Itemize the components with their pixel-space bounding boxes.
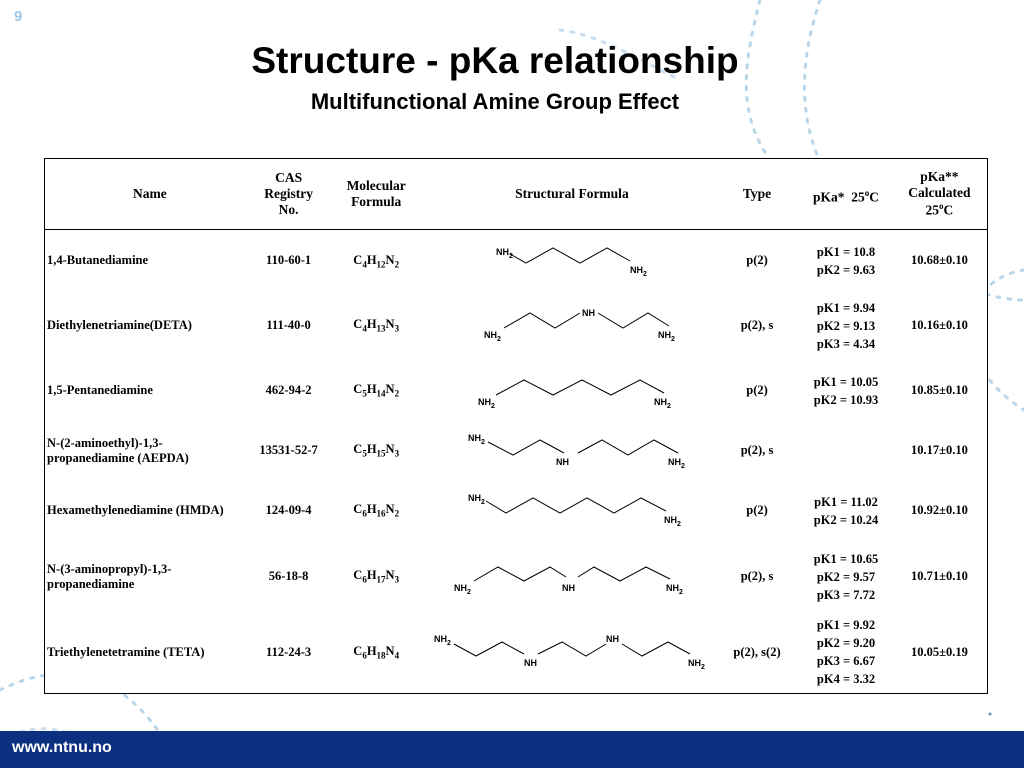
footer-bar	[0, 731, 1024, 768]
molecular-formula: $C_5H_{15}N_3$	[353, 442, 400, 459]
compound-name: N-(3-aminopropyl)-1,3- propanediamine	[47, 561, 172, 591]
structural-formula	[430, 480, 714, 542]
structural-formula	[430, 230, 714, 292]
cas-number: 13531-52-7	[259, 443, 318, 457]
footer-url[interactable]: www.ntnu.no	[12, 739, 112, 756]
molecular-formula: $C_6H_{18}N_4$	[353, 644, 400, 661]
page-title: Structure - pKa relationship	[251, 40, 739, 81]
cas-number: 124-09-4	[265, 503, 312, 517]
atom-label: $NH_2$	[477, 396, 495, 410]
atom-label: $NH_2$	[657, 329, 675, 343]
amine-type: p(2), s	[740, 569, 774, 583]
molecular-formula: $C_6H_{16}N_2$	[353, 502, 400, 519]
calculated-pka: 10.16±0.10	[910, 318, 968, 332]
atom-label: $NH_2$	[453, 582, 471, 596]
molecular-formula: $C_4H_{12}N_2$	[353, 252, 400, 269]
molecular-formula: $C_4H_{13}N_3$	[353, 317, 400, 334]
pka-values: pK1 = 9.92 pK2 = 9.20 pK3 = 6.67 pK4 = 3.32	[816, 618, 876, 687]
compound-name: Diethylenetriamine(DETA)	[47, 318, 192, 332]
table-row	[45, 612, 988, 694]
table-row	[45, 422, 988, 480]
structural-formula	[430, 360, 714, 422]
atom-label: $NH_2$	[495, 246, 513, 260]
atom-label: $NH_2$	[433, 634, 451, 648]
compound-name: 1,5-Pentanediamine	[47, 383, 153, 397]
compound-name: 1,4-Butanediamine	[47, 253, 149, 268]
atom-label: $NH_2$	[665, 582, 683, 596]
col-header-type: Type	[714, 159, 800, 230]
molecule-structure	[462, 304, 682, 348]
atom-label: NH	[605, 634, 619, 645]
structural-formula	[430, 542, 714, 612]
amine-type: p(2), s	[740, 443, 774, 457]
atom-label: $NH_2$	[629, 264, 647, 278]
atom-label: $NH_2$	[687, 658, 705, 672]
slide-number: 9	[14, 8, 23, 25]
molecule-structure	[472, 239, 672, 283]
molecule-structure	[452, 429, 692, 473]
amine-type: p(2), s(2)	[733, 644, 781, 659]
calculated-pka: 10.85±0.10	[910, 383, 968, 397]
cas-number: 111-40-0	[266, 318, 311, 332]
page-subtitle: Multifunctional Amine Group Effect	[310, 89, 680, 114]
col-header-calc: pKa** Calculated 25$^o$C	[892, 159, 988, 230]
atom-label: NH	[523, 658, 537, 669]
col-header-formula: Molecular Formula	[322, 159, 429, 230]
col-header-name: Name	[45, 159, 255, 230]
atom-label: NH	[581, 307, 595, 318]
calculated-pka: 10.05±0.19	[910, 644, 968, 659]
table-header-row	[45, 159, 988, 230]
col-header-pka: pKa* 25$^o$C	[800, 159, 892, 230]
pka-values: pK1 = 10.65 pK2 = 9.57 pK3 = 7.72	[813, 551, 879, 602]
cas-number: 56-18-8	[268, 569, 309, 583]
atom-label: $NH_2$	[653, 396, 671, 410]
amine-pka-table	[44, 158, 988, 694]
table-row	[45, 292, 988, 360]
amine-type: p(2)	[746, 503, 768, 517]
pka-values: pK1 = 10.8 pK2 = 9.63	[816, 244, 876, 277]
molecule-structure	[462, 369, 682, 413]
pka-values	[800, 422, 892, 480]
calculated-pka: 10.71±0.10	[910, 569, 968, 583]
atom-label: $NH_2$	[483, 329, 501, 343]
molecule-structure	[432, 630, 712, 674]
compound-name: N-(2-aminoethyl)-1,3- propanediamine (AEPDA)	[47, 435, 189, 465]
calculated-pka: 10.92±0.10	[910, 503, 968, 517]
compound-name: Triethylenetetramine (TETA)	[47, 644, 205, 659]
pka-values: pK1 = 11.02 pK2 = 10.24	[813, 494, 879, 527]
col-header-structure: Structural Formula	[430, 159, 714, 230]
pka-values: pK1 = 9.94 pK2 = 9.13 pK3 = 4.34	[816, 300, 876, 351]
pka-values: pK1 = 10.05 pK2 = 10.93	[813, 374, 879, 407]
table-row	[45, 542, 988, 612]
amine-type: p(2)	[746, 383, 768, 397]
cas-number: 112-24-3	[266, 644, 312, 659]
table-row	[45, 480, 988, 542]
table-row	[45, 360, 988, 422]
compound-name: Hexamethylenediamine (HMDA)	[47, 503, 224, 517]
table-row	[45, 230, 988, 292]
structural-formula	[430, 612, 714, 694]
amine-type: p(2)	[746, 253, 768, 268]
col-header-cas: CAS Registry No.	[255, 159, 323, 230]
cas-number: 110-60-1	[266, 253, 312, 268]
atom-label: $NH_2$	[467, 492, 485, 506]
atom-label: $NH_2$	[663, 514, 681, 528]
molecular-formula: $C_6H_{17}N_3$	[353, 568, 400, 585]
cas-number: 462-94-2	[265, 383, 312, 397]
structural-formula	[430, 422, 714, 480]
atom-label: $NH_2$	[467, 432, 485, 446]
molecular-formula: $C_5H_{14}N_2$	[353, 382, 400, 399]
atom-label: $NH_2$	[667, 456, 685, 470]
structural-formula	[430, 292, 714, 360]
calculated-pka: 10.17±0.10	[910, 443, 968, 457]
molecule-structure	[442, 553, 702, 601]
atom-label: NH	[561, 582, 575, 593]
calculated-pka: 10.68±0.10	[910, 253, 968, 268]
atom-label: NH	[555, 456, 569, 467]
molecule-structure	[452, 489, 692, 533]
amine-type: p(2), s	[740, 318, 774, 332]
